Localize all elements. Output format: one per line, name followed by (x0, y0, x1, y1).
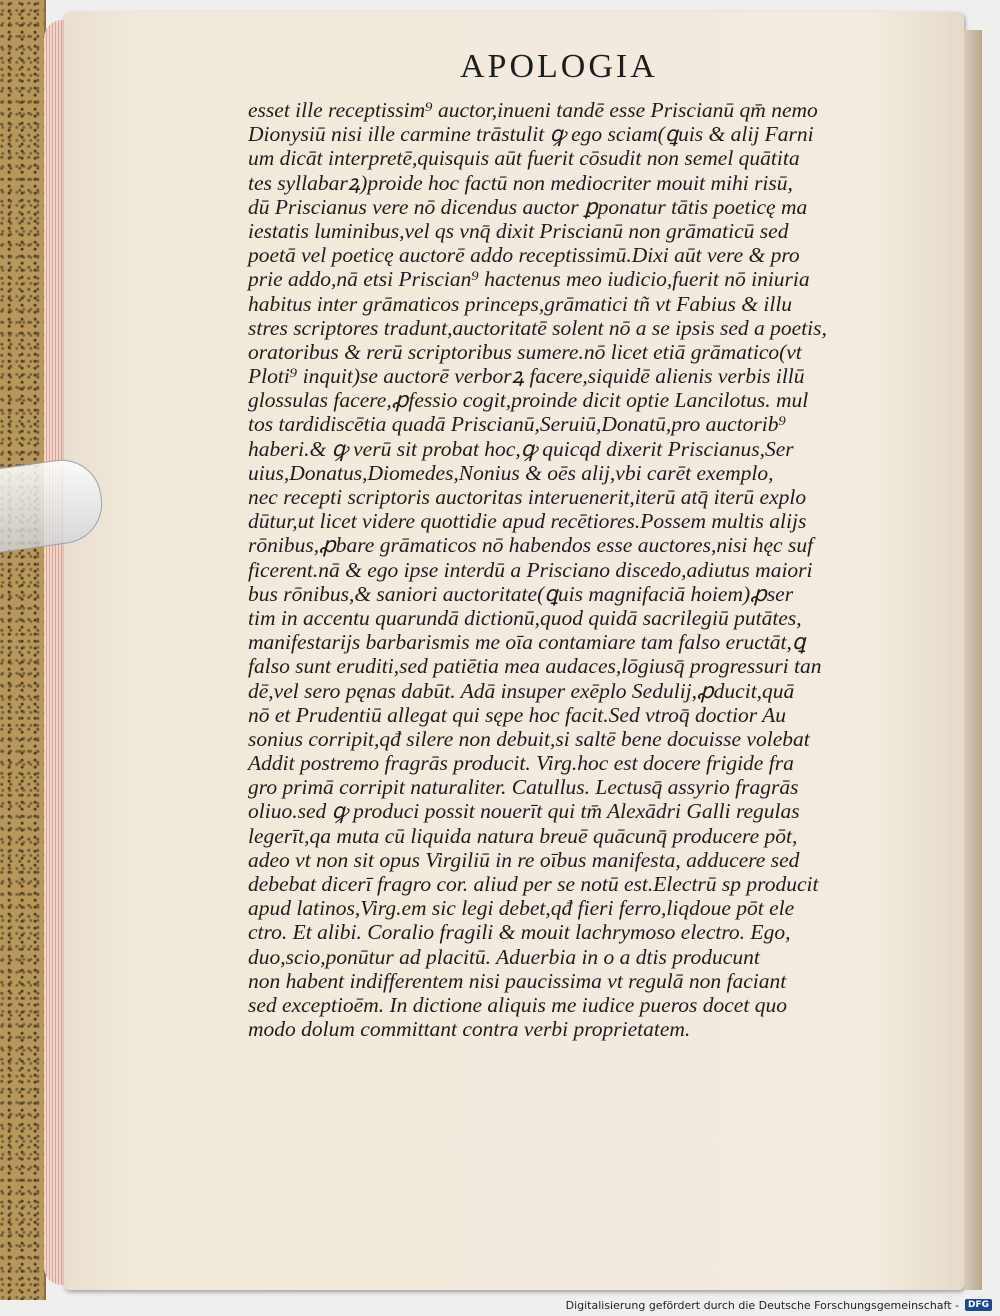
text-line: tim in accentu quarundā dictionū,quod quidā sacrilegiū putātes, (248, 605, 802, 630)
text-line: prie addo,nā etsi Priscian⁹ hactenus meo iudicio,fuerit nō iniuria (248, 267, 810, 292)
text-line: esset ille receptissim⁹ auctor,inueni tandē esse Priscianū qm̄ nemo (248, 98, 818, 122)
text-line: adeo vt non sit opus Virgiliū in re oībus manifesta, adducere sed (248, 847, 800, 872)
text-line: glossulas facere,ꝓfessio cogit,proinde dicit optie Lancilotus. mul (248, 388, 809, 413)
text-line: tos tardidiscētia quadā Priscianū,Seruiū,Donatū,pro auctorib⁹ (248, 412, 786, 437)
gutter (964, 30, 982, 1290)
text-line: tes syllabarꝝ)proide hoc factū non mediocriter mouit mihi risū, (248, 170, 793, 195)
text-line: dū Priscianus vere nō dicendus auctor ꝑponatur tātis poeticę ma (248, 194, 808, 219)
text-line: oliuo.sed ꝙ produci possit nouerīt qui tm̄ Alexādri Galli regulas (248, 799, 800, 824)
book-cover-edge (0, 0, 46, 1300)
text-line: oratoribus & rerū scriptoribus sumere.nō licet etiā grāmatico(vt (248, 339, 802, 364)
text-line: Addit postremo fragrās producit. Virg.hoc est docere frigide fra (248, 751, 794, 776)
text-line: manifestarijs barbarismis me oīa contamiare tam falso eructāt,ꝗ (248, 630, 806, 655)
text-line: iestatis luminibus,vel qs vnq̄ dixit Priscianū non grāmaticū sed (248, 218, 789, 243)
text-line: poetā vel poeticę auctorē addo receptissimū.Dixi aūt vere & pro (248, 243, 800, 268)
funding-credit: Digitalisierung gefördert durch die Deutsche Forschungsgemeinschaft - (565, 1298, 959, 1312)
text-line: habitus inter grāmaticos princeps,grāmatici tñ vt Fabius & illu (248, 291, 793, 316)
text-line: nec recepti scriptoris auctoritas interuenerit,iterū atq̄ iterū explo (248, 485, 807, 509)
text-line: debebat dicerī fragro cor. aliud per se notū est.Electrū sp producit (248, 872, 819, 896)
page-body (248, 98, 888, 1041)
text-line: Ploti⁹ inquit)se auctorē verborꝝ facere,siquidē alienis verbis illū (248, 364, 805, 389)
text-line: um dicāt interpretē,quisquis aūt fuerit cōsudit non semel quātita (248, 146, 800, 171)
text-line: sonius corripit,qđ silere non debuit,si saltē bene docuisse volebat (248, 726, 810, 751)
text-line: stres scriptores tradunt,auctoritatē solent nō a se ipsis sed a poetis, (248, 315, 827, 340)
running-header: APOLOGIA (460, 48, 658, 85)
footer (566, 1296, 992, 1314)
text-line: ficerent.nā & ego ipse interdū a Prisciano discedo,adiutus maiori (248, 557, 813, 582)
text-line: Dionysiū nisi ille carmine trāstulit ꝙ ego sciam(ꝗuis & alij Farni (248, 122, 814, 147)
text-line: dē,vel sero pęnas dabūt. Adā insuper exēplo Sedulij,ꝓducit,quā (248, 678, 795, 703)
text-line: haberi.& ꝙ verū sit probat hoc,ꝙ quicqd dixerit Priscianus,Ser (248, 436, 794, 461)
text-line: modo dolum committant contra verbi proprietatem. (248, 1017, 691, 1042)
text-line: bus rōnibus,& saniori auctoritate(ꝗuis magnifaciā hoiem)ꝓser (248, 581, 794, 606)
text-line: duo,scio,ponūtur ad placitū. Aduerbia in o a dtis producunt (248, 944, 760, 969)
text-line: ctro. Et alibi. Coralio fragili & mouit lachrymoso electro. Ego, (248, 920, 791, 945)
text-line: non habent indifferentem nisi paucissima vt regulā non faciant (248, 968, 787, 993)
text-line: gro primā corripit naturaliter. Catullus. Lectusq̄ assyrio fragrās (248, 775, 799, 800)
text-line: dūtur,ut licet videre quottidie apud recētiores.Possem multis alijs (248, 509, 807, 534)
text-line: falso sunt eruditi,sed patiētia mea audaces,lōgiusq̄ progressuri tan (248, 654, 822, 679)
text-line: rōnibus,ꝓbare grāmaticos nō habendos esse auctores,nisi hęc suf (248, 533, 814, 558)
text-line: sed exceptioēm. In dictione aliquis me iudice pueros docet quo (248, 992, 787, 1017)
text-line: nō et Prudentiū allegat qui sępe hoc facit.Sed vtroq̄ doctior Au (248, 702, 787, 727)
dfg-logo: DFG (965, 1299, 992, 1311)
text-line: uius,Donatus,Diomedes,Nonius & oēs alij,vbi carēt exemplo, (248, 460, 774, 485)
text-line: apud latinos,Virg.em sic legi debet,qđ fieri ferro,liqdoue pōt ele (248, 896, 795, 921)
text-line: legerīt,qa muta cū liquida natura breuē quācunq̄ producere pōt, (248, 823, 798, 848)
